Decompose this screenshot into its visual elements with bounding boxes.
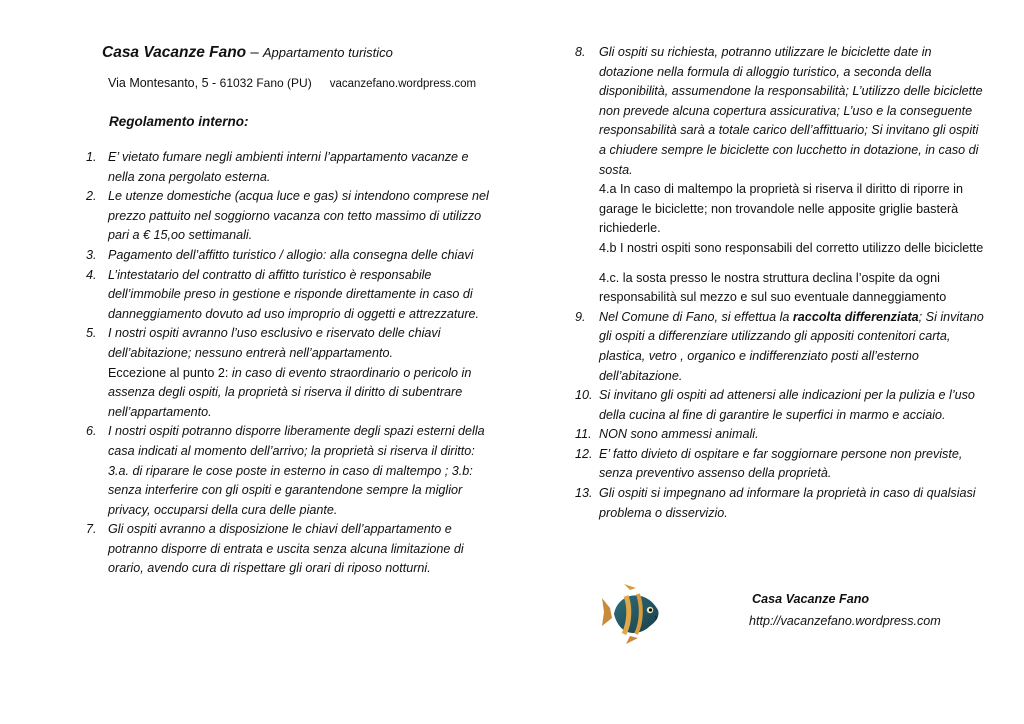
rule-number: 1.	[86, 150, 97, 164]
rule-number: 6.	[86, 424, 97, 439]
rule-text: E’ vietato fumare negli ambienti interni l’appartamento vacanze e nella zona pergolato esterna.	[108, 150, 469, 184]
rule-text: NON sono ammessi animali.	[599, 427, 759, 442]
rule-item	[86, 520, 498, 579]
address-line	[108, 76, 476, 90]
rules-list-left	[86, 148, 498, 579]
rule-exception-text: in caso di evento straordinario o pericolo in assenza degli ospiti, la proprietà si riserva il diritto di subentrare nell’appartamento.	[108, 365, 472, 419]
rule-number: 12.	[575, 446, 593, 461]
rule-text: L’intestatario del contratto di affitto turistico è responsabile dell’immobile preso in gestione e risponde direttamente in caso di danneggiamento dovuto ad uso improprio di oggetti e attrezzature.	[108, 267, 480, 321]
rule-text: I nostri ospiti avranno l’uso esclusivo e riservato delle chiavi dell’abitazione; nessuno entrerà nell’appartamento.	[108, 326, 441, 360]
rule-text-bold: raccolta differenziata	[792, 309, 919, 324]
rule-text: Gli ospiti avranno a disposizione le chiavi dell’appartamento e potranno disporre di entrata e uscita senza alcuna limitazione di orario, avendo cura di rispettare gli orari di riposo notturni.	[108, 522, 464, 576]
rule-item	[86, 422, 498, 520]
rule-item	[575, 386, 987, 425]
rule-number: 5.	[86, 326, 97, 341]
rule-text-before: Nel Comune di Fano, si effettua la	[599, 309, 793, 324]
rule-text: Pagamento dell’affitto turistico / allogio: alla consegna delle chiavi	[108, 247, 474, 262]
title-dash: –	[246, 44, 263, 61]
regolamento-heading: Regolamento interno:	[109, 114, 249, 129]
rule-item	[86, 187, 498, 246]
address-city: 61032 Fano (PU)	[219, 76, 312, 90]
rule-number: 7.	[86, 522, 97, 537]
rule-item	[575, 43, 987, 308]
rule-number: 13.	[575, 486, 593, 501]
rule-item	[86, 266, 498, 325]
address-street: Via Montesanto, 5 -	[108, 76, 220, 90]
rule-item	[86, 246, 498, 266]
title-subtitle: Appartamento turistico	[262, 45, 393, 60]
rule-sub-c: 4.c. la sosta presso le nostra struttura declina l’ospite da ogni responsabilità sul mezzo e sul suo eventuale danneggiamento	[599, 270, 947, 305]
rule-number: 3.	[86, 247, 97, 262]
brand-name: Casa Vacanze Fano	[102, 44, 247, 61]
rule-item	[575, 425, 987, 445]
rule-number: 10.	[575, 388, 593, 403]
document-title	[102, 44, 393, 62]
rule-text: Si invitano gli ospiti ad attenersi alle indicazioni per la pulizia e l’uso della cucina al fine di garantire le superfici in marmo e acciaio.	[599, 388, 975, 422]
tropical-fish-icon	[600, 582, 664, 646]
rule-exception-label: Eccezione al punto 2:	[108, 365, 232, 380]
rule-item	[575, 308, 987, 386]
rule-sub-a: 4.a In caso di maltempo la proprietà si riserva il diritto di riporre in garage le biciclette; non trovandole nelle apposite griglie basterà richiederle.	[599, 182, 963, 236]
signature-name: Casa Vacanze Fano	[752, 592, 870, 606]
rule-item	[86, 324, 498, 422]
rules-list-right	[575, 43, 987, 523]
rule-number: 11.	[575, 427, 592, 442]
rule-number: 4.	[86, 267, 97, 282]
rule-item	[575, 445, 987, 484]
rule-number: 2.	[86, 189, 97, 204]
rule-text: Gli ospiti si impegnano ad informare la proprietà in caso di qualsiasi problema o disservizio.	[599, 486, 976, 520]
rule-number: 8.	[575, 45, 586, 59]
rule-number: 9.	[575, 309, 586, 324]
rule-text: Le utenze domestiche (acqua luce e gas) si intendono comprese nel prezzo pattuito nel soggiorno vacanza con tetto massimo di utilizzo pari a € 15,oo settimanali.	[108, 189, 489, 243]
rule-text: Gli ospiti su richiesta, potranno utilizzare le biciclette date in dotazione nella formula di alloggio turistico, a seconda della disponibilità, assumendone la responsabilità; L’utilizzo delle biciclette non prevede alcuna copertura assicurativa; L’uso e la conseguente responsabilità sarà a totale carico dell’affittuario; Si invitano gli ospiti a chiudere sempre le biciclette con lucchetto in dotazione, in caso di sosta.	[599, 45, 983, 177]
rule-item	[86, 148, 498, 187]
address-website: vacanzefano.wordpress.com	[329, 78, 477, 90]
signature-url: http://vacanzefano.wordpress.com	[749, 614, 941, 628]
rule-text: E’ fatto divieto di ospitare e far soggiornare persone non previste, senza preventivo assenso della proprietà.	[599, 446, 963, 481]
rule-text: I nostri ospiti potranno disporre liberamente degli spazi esterni della casa indicati al momento dell’arrivo; la proprietà si riserva il diritto: 3.a. di riparare le cose poste in esterno in caso di maltempo ; 3.b: senza interferire con gli ospiti e garantendone sempre la miglior privacy, occuparsi della cura delle piante.	[108, 424, 485, 517]
rule-text-after: ; Si invitano gli ospiti a differenziare utilizzando gli appositi contenitori carta, plastica, vetro , organico e indifferenziato posti all’esterno dell’abitazione.	[599, 309, 984, 383]
rule-item	[575, 484, 987, 523]
rule-sub-b: 4.b I nostri ospiti sono responsabili del corretto utilizzo delle biciclette	[599, 240, 984, 255]
